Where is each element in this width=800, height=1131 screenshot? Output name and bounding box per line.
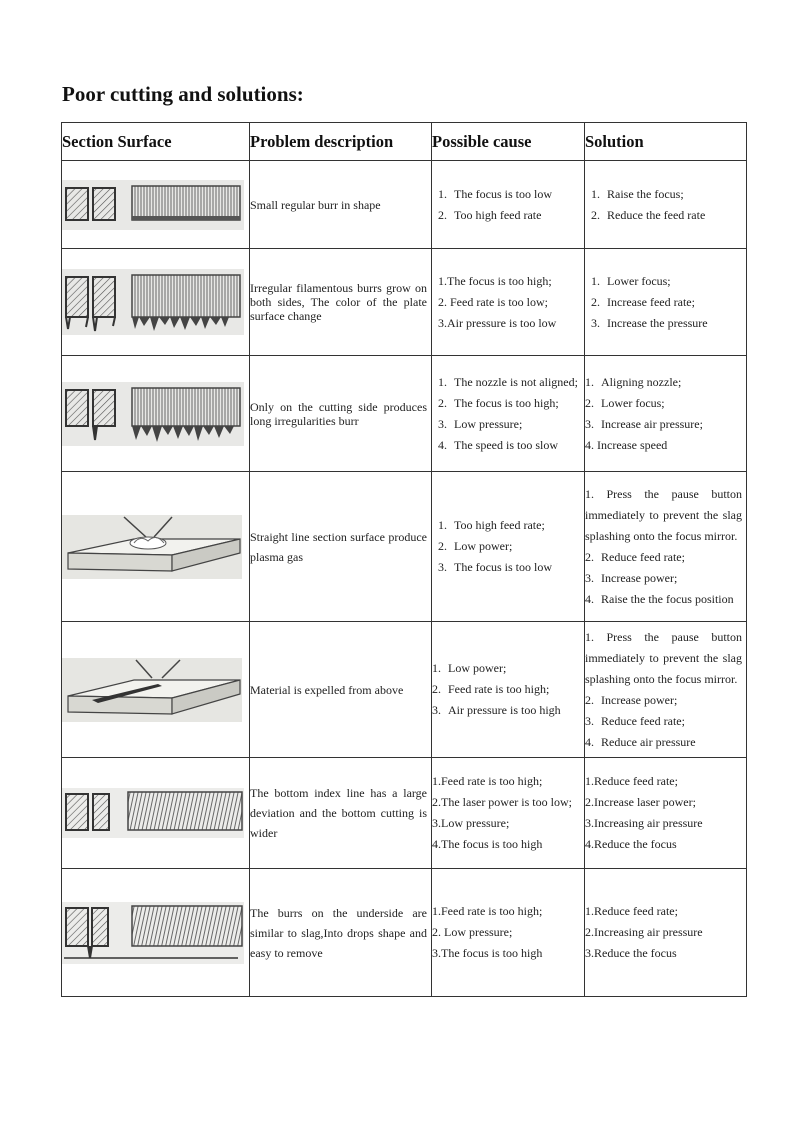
problem-cell xyxy=(250,161,432,249)
list-item: 3. Air pressure is too high xyxy=(432,703,561,717)
problem-text: Material is expelled from above xyxy=(250,682,404,697)
problem-cell xyxy=(250,622,432,758)
list-item: 3. Increase the pressure xyxy=(591,315,708,330)
cause-list xyxy=(432,901,584,964)
list-item: 4.The focus is too high xyxy=(432,837,543,851)
list-item: 4.Reduce the focus xyxy=(585,837,677,851)
list-item: 3. Reduce feed rate; xyxy=(585,713,685,728)
solution-list xyxy=(585,372,746,456)
solution-list xyxy=(585,484,746,610)
list-item: 3. The focus is too low xyxy=(438,560,552,574)
list-item: 4. Reduce air pressure xyxy=(585,734,696,749)
problem-text: Small regular burr in shape xyxy=(250,197,381,212)
section-surface-cell xyxy=(62,472,250,622)
cause-cell xyxy=(432,161,585,249)
solution-list xyxy=(585,627,746,753)
problem-text: The bottom index line has a large deviation and the bottom cutting is wider xyxy=(250,786,427,840)
solution-cell xyxy=(585,869,747,997)
solution-list xyxy=(585,271,746,334)
problem-text: The burrs on the underside are similar to slag,Into drops shape and easy to remove xyxy=(250,905,427,960)
solution-list xyxy=(585,184,746,226)
header-solution: Solution xyxy=(585,123,747,161)
troubleshooting-table xyxy=(61,122,747,997)
list-item: 1. Lower focus; xyxy=(591,273,671,288)
problem-text: Only on the cutting side produces long irregularities burr xyxy=(250,399,427,428)
header-section-surface: Section Surface xyxy=(62,123,250,161)
list-item: 3.Low pressure; xyxy=(432,816,510,830)
table-row xyxy=(62,869,747,997)
list-item: 1.Reduce feed rate; xyxy=(585,774,678,788)
section-surface-cell xyxy=(62,161,250,249)
list-item: 1.Feed rate is too high; xyxy=(432,774,543,788)
problem-text: Straight line section surface produce plasma gas xyxy=(250,529,427,564)
list-item: 3. Increase power; xyxy=(585,570,678,585)
cut-section-illustration xyxy=(62,269,244,335)
list-item: 1.The focus is too high; xyxy=(438,273,552,288)
table-row xyxy=(62,161,747,249)
solution-cell xyxy=(585,758,747,869)
list-item: 1. Low power; xyxy=(432,661,507,675)
list-item: 2. Feed rate is too low; xyxy=(438,294,548,309)
table-row xyxy=(62,622,747,758)
header-possible-cause: Possible cause xyxy=(432,123,585,161)
cut-section-illustration xyxy=(62,382,244,446)
expelled-material-illustration xyxy=(62,658,242,722)
cause-list xyxy=(432,515,584,578)
list-item: 4. The speed is too slow xyxy=(438,437,558,452)
section-surface-cell xyxy=(62,622,250,758)
table-row xyxy=(62,356,747,472)
list-item: 3. Increase air pressure; xyxy=(585,416,703,431)
cause-cell xyxy=(432,622,585,758)
list-item: 3.Air pressure is too low xyxy=(438,315,557,330)
list-item: 1.Reduce feed rate; xyxy=(585,904,678,918)
solution-cell xyxy=(585,356,747,472)
list-item: 1. Raise the focus; xyxy=(591,186,684,201)
section-surface-cell xyxy=(62,356,250,472)
cause-cell xyxy=(432,356,585,472)
cause-cell xyxy=(432,472,585,622)
list-item: 2. Increase power; xyxy=(585,692,678,707)
list-item: 1. The nozzle is not aligned; xyxy=(438,374,578,389)
list-item: 3.The focus is too high xyxy=(432,946,543,960)
list-item: 2.Increasing air pressure xyxy=(585,925,703,939)
list-item: 2. Too high feed rate xyxy=(438,207,542,222)
list-item: 2.Increase laser power; xyxy=(585,795,696,809)
problem-cell xyxy=(250,249,432,356)
cause-list xyxy=(432,771,584,855)
cut-section-illustration xyxy=(62,180,244,230)
header-problem-description: Problem description xyxy=(250,123,432,161)
section-surface-cell xyxy=(62,249,250,356)
plasma-cut-illustration xyxy=(62,515,242,579)
solution-cell xyxy=(585,249,747,356)
cause-list xyxy=(432,271,584,334)
problem-cell xyxy=(250,869,432,997)
cause-list xyxy=(432,372,584,456)
solution-list xyxy=(585,901,746,964)
list-item: 3. Low pressure; xyxy=(438,416,523,431)
problem-text: Irregular filamentous burrs grow on both sides, The color of the plate surface change xyxy=(250,281,427,323)
list-item: 2. Reduce the feed rate xyxy=(591,207,706,222)
list-item: 2. The focus is too high; xyxy=(438,395,559,410)
list-item: 2.The laser power is too low; xyxy=(432,795,572,809)
list-item: 1. Aligning nozzle; xyxy=(585,374,682,389)
solution-cell xyxy=(585,472,747,622)
list-item: 4. Raise the the focus position xyxy=(585,591,734,606)
problem-cell xyxy=(250,758,432,869)
list-item: 2. Lower focus; xyxy=(585,395,665,410)
page-title: Poor cutting and solutions: xyxy=(62,82,304,106)
cause-cell xyxy=(432,758,585,869)
list-item: 3.Reduce the focus xyxy=(585,946,677,960)
cut-section-illustration xyxy=(62,788,244,838)
list-item: 1. Press the pause button immediately to prevent the slag splashing onto the focus mirror. xyxy=(585,629,742,686)
table-row xyxy=(62,472,747,622)
problem-cell xyxy=(250,356,432,472)
list-item: 1. The focus is too low xyxy=(438,186,552,201)
cause-list xyxy=(432,658,584,721)
section-surface-cell xyxy=(62,758,250,869)
list-item: 3.Increasing air pressure xyxy=(585,816,703,830)
list-item: 2. Low pressure; xyxy=(432,925,513,939)
section-surface-cell xyxy=(62,869,250,997)
cause-list xyxy=(432,184,584,226)
cause-cell xyxy=(432,249,585,356)
solution-cell xyxy=(585,161,747,249)
table-header-row xyxy=(62,123,747,161)
list-item: 1. Press the pause button immediately to prevent the slag splashing onto the focus mirror. xyxy=(585,486,742,543)
list-item: 2. Feed rate is too high; xyxy=(432,682,550,696)
table-row xyxy=(62,249,747,356)
list-item: 2. Low power; xyxy=(438,539,513,553)
list-item: 4. Increase speed xyxy=(585,437,668,452)
problem-cell xyxy=(250,472,432,622)
cause-cell xyxy=(432,869,585,997)
list-item: 2. Reduce feed rate; xyxy=(585,549,685,564)
list-item: 1.Feed rate is too high; xyxy=(432,904,543,918)
solution-cell xyxy=(585,622,747,758)
cut-section-illustration xyxy=(62,902,244,964)
table-row xyxy=(62,758,747,869)
list-item: 2. Increase feed rate; xyxy=(591,294,695,309)
solution-list xyxy=(585,771,746,855)
list-item: 1. Too high feed rate; xyxy=(438,518,545,532)
